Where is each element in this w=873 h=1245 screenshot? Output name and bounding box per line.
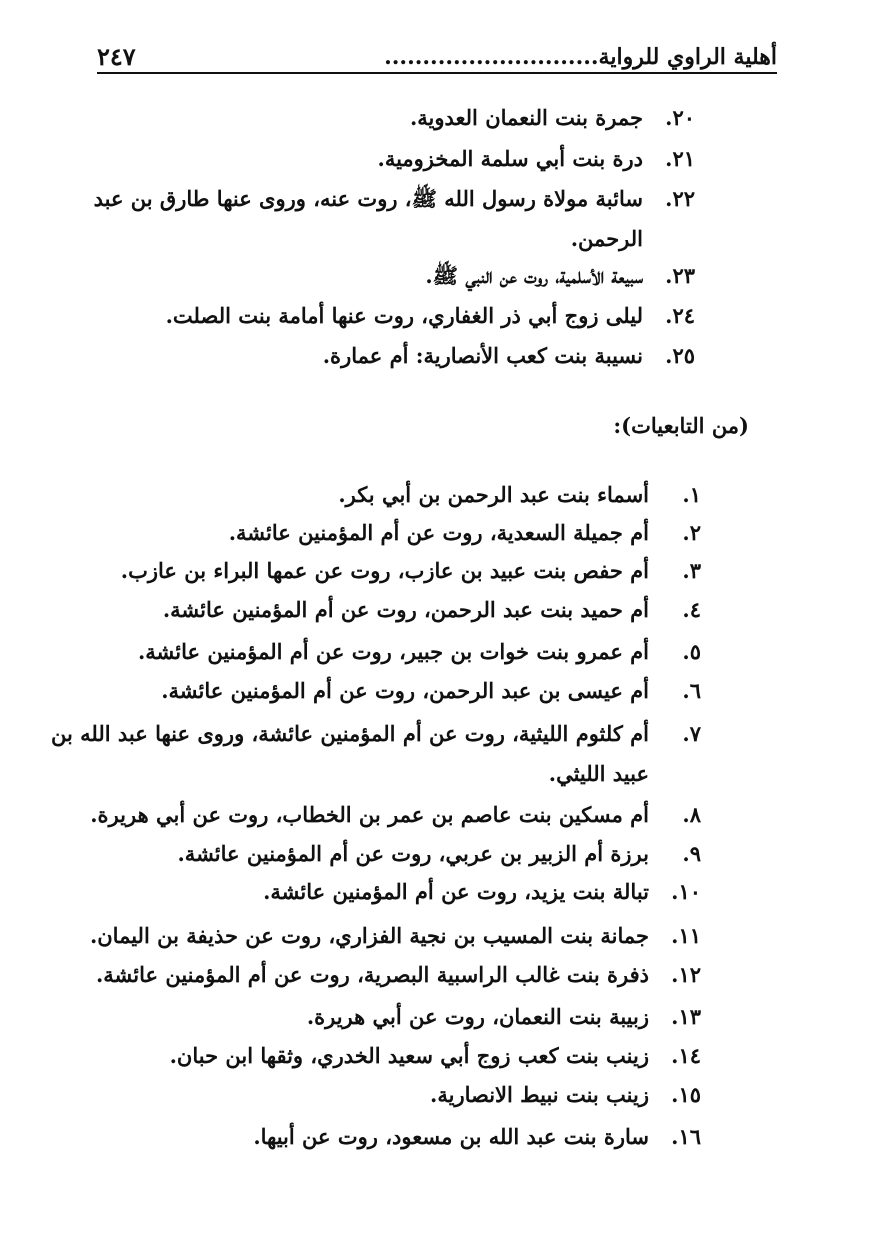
item-text: سبيعة الأسلمية، روت عن النبي ﷺ. <box>425 263 643 288</box>
item-text: أم جميلة السعدية، روت عن أم المؤمنين عائشة. <box>228 520 649 545</box>
item-text: سارة بنت عبد الله بن مسعود، روت عن أبيها. <box>253 1124 649 1149</box>
item-number: ٢٥. <box>665 343 695 368</box>
item-number: ١١. <box>671 923 701 948</box>
list-item <box>178 840 702 868</box>
item-number: ١٦. <box>671 1124 701 1149</box>
item-number: ٧. <box>682 721 701 746</box>
item-text: جمرة بنت النعمان العدوية. <box>409 105 643 130</box>
list-item <box>94 185 695 213</box>
item-text: أم حفص بنت عبيد بن عازب، روت عن عمها البراء بن عازب. <box>120 558 649 583</box>
item-number: ١٥. <box>671 1082 701 1107</box>
item-number: ٤. <box>682 597 701 622</box>
item-text: برزة أم الزبير بن عربي، روت عن أم المؤمنين عائشة. <box>177 841 649 866</box>
item-text: نسيبة بنت كعب الأنصارية: أم عمارة. <box>322 343 643 368</box>
item-text: تبالة بنت يزيد، روت عن أم المؤمنين عائشة. <box>263 879 649 904</box>
item-text: سائبة مولاة رسول الله ﷺ، روت عنه، وروى عنها طارق بن عبد <box>93 186 643 211</box>
list-item <box>410 104 695 132</box>
list-item <box>323 342 695 370</box>
item-number: ٩. <box>682 841 701 866</box>
list-item <box>253 1123 701 1151</box>
item-number: ٢١. <box>665 146 695 171</box>
item-text: أم عيسى بن عبد الرحمن، روت عن أم المؤمنين عائشة. <box>161 678 649 703</box>
page-number: ٢٤٧ <box>97 42 136 71</box>
item-number: ٢٠. <box>665 105 695 130</box>
item-number: ٥. <box>682 639 701 664</box>
list-item <box>90 801 701 829</box>
running-title: أهلية الراوي للرواية............................ <box>384 44 777 70</box>
item-number: ٢٣. <box>665 263 695 288</box>
item-number: ٢٤. <box>665 303 695 328</box>
item-text: أم عمرو بنت خوات بن جبير، روت عن أم المؤمنين عائشة. <box>137 639 649 664</box>
list-item <box>229 519 701 547</box>
item-continuation: الرحمن. <box>570 226 643 251</box>
list-item <box>90 922 701 950</box>
item-text: ذفرة بنت غالب الراسبية البصرية، روت عن أم المؤمنين عائشة. <box>95 962 649 987</box>
item-text: زينب بنت نبيط الانصارية. <box>430 1082 649 1107</box>
item-number: ١٠. <box>671 879 701 904</box>
list-item <box>170 1042 701 1070</box>
item-text: زبيبة بنت النعمان، روت عن أبي هريرة. <box>306 1004 649 1029</box>
running-header <box>97 38 777 74</box>
item-number: ٣. <box>682 558 701 583</box>
item-text: أم حميد بنت عبد الرحمن، روت عن أم المؤمنين عائشة. <box>162 597 649 622</box>
item-text: درة بنت أبي سلمة المخزومية. <box>377 146 643 171</box>
item-text: جمانة بنت المسيب بن نجية الفزاري، روت عن حذيفة بن اليمان. <box>89 923 649 948</box>
list-item <box>161 677 701 705</box>
item-number: ٢٢. <box>665 186 695 211</box>
item-number: ١٢. <box>671 962 701 987</box>
list-item <box>430 1081 701 1109</box>
item-number: ١٤. <box>671 1043 701 1068</box>
item-number: ١. <box>682 482 701 507</box>
item-number: ١٣. <box>671 1004 701 1029</box>
list-item <box>121 557 701 585</box>
item-text: أم كلثوم الليثية، روت عن أم المؤمنين عائشة، وروى عنها عبد الله بن <box>51 721 649 746</box>
list-item <box>166 302 695 330</box>
item-text: ليلى زوج أبي ذر الغفاري، روت عنها أمامة بنت الصلت. <box>165 303 643 328</box>
item-number: ٦. <box>682 678 701 703</box>
item-text: أم مسكين بنت عاصم بن عمر بن الخطاب، روت عن أبي هريرة. <box>90 802 649 827</box>
list-item <box>96 961 701 989</box>
list-item <box>338 481 701 509</box>
list-item <box>138 638 701 666</box>
list-item <box>263 878 701 906</box>
item-text: أسماء بنت عبد الرحمن بن أبي بكر. <box>338 482 649 507</box>
list-item <box>163 596 701 624</box>
item-number: ٢. <box>682 520 701 545</box>
section-heading: (من التابعيات): <box>613 413 749 438</box>
list-item <box>307 1003 701 1031</box>
item-number: ٨. <box>682 802 701 827</box>
list-item <box>51 720 701 748</box>
list-item <box>378 145 695 173</box>
list-item <box>425 262 695 290</box>
item-text: زينب بنت كعب زوج أبي سعيد الخدري، وثقها ابن حبان. <box>169 1043 649 1068</box>
item-continuation: عبيد الليثي. <box>548 761 649 786</box>
